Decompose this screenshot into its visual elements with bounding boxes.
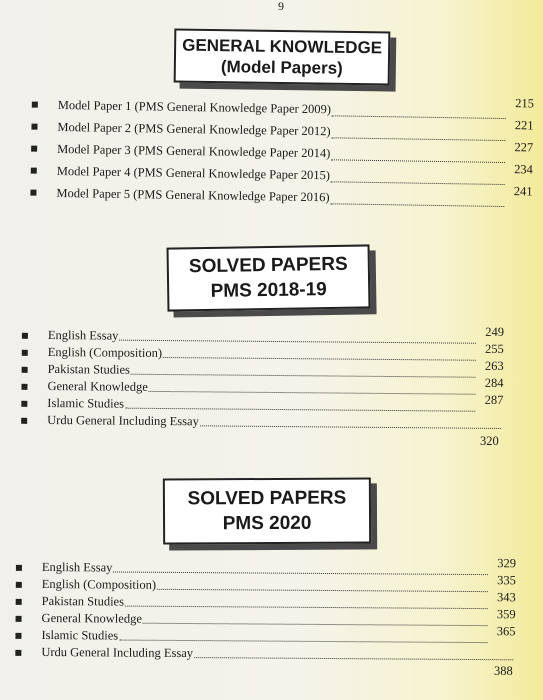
dotted-leader xyxy=(163,356,476,361)
dotted-leader xyxy=(331,158,505,163)
toc-entry-page: 255 xyxy=(485,341,504,356)
toc-entry-page: 329 xyxy=(497,556,517,571)
dotted-leader xyxy=(157,588,488,592)
toc-entry-title: Model Paper 2 (PMS General Knowledge Paper 2012) xyxy=(57,119,331,139)
dotted-leader xyxy=(331,180,505,185)
toc-list-pms-2020 xyxy=(41,556,517,664)
dotted-leader xyxy=(332,114,506,119)
toc-entry-page: 234 xyxy=(514,162,533,177)
dotted-leader xyxy=(113,570,488,575)
square-bullet-icon xyxy=(16,565,22,571)
section-header-solved-papers-2020 xyxy=(163,477,371,544)
square-bullet-icon xyxy=(30,190,36,196)
dotted-leader xyxy=(200,424,501,429)
toc-list-model-papers xyxy=(56,94,534,211)
section-header-general-knowledge xyxy=(174,28,391,85)
square-bullet-icon xyxy=(22,333,28,339)
section-header-subtitle: PMS 2018-19 xyxy=(210,279,327,302)
toc-entry-page: 227 xyxy=(514,140,534,155)
toc-entry-title: Model Paper 3 (PMS General Knowledge Paper 2014) xyxy=(57,141,331,161)
toc-entry-page: 335 xyxy=(497,573,516,588)
section-header-solved-papers-2018-19 xyxy=(167,244,371,311)
square-bullet-icon xyxy=(21,418,27,424)
section-header-subtitle: (Model Papers) xyxy=(220,57,343,78)
dotted-leader xyxy=(143,622,488,626)
square-bullet-icon xyxy=(31,168,37,174)
section-header-title: SOLVED PAPERS xyxy=(188,253,348,278)
square-bullet-icon xyxy=(31,124,37,130)
toc-entry-title: General Knowledge xyxy=(41,610,142,626)
dotted-leader xyxy=(332,136,506,141)
toc-entry-title: Model Paper 1 (PMS General Knowledge Paper 2009) xyxy=(57,97,332,117)
toc-entry-title: General Knowledge xyxy=(47,378,148,394)
square-bullet-icon xyxy=(16,582,22,588)
square-bullet-icon xyxy=(15,633,21,639)
toc-entry-title: English (Composition) xyxy=(47,344,163,360)
toc-entry[interactable] xyxy=(47,412,503,433)
square-bullet-icon xyxy=(32,102,38,108)
toc-entry-page: 221 xyxy=(514,118,534,133)
square-bullet-icon xyxy=(22,350,28,356)
toc-entry-title: Urdu General Including Essay xyxy=(47,412,199,429)
square-bullet-icon xyxy=(21,401,27,407)
dotted-leader xyxy=(125,407,475,412)
toc-entry-page: 343 xyxy=(496,590,516,605)
toc-entry-title: Islamic Studies xyxy=(41,627,119,643)
toc-entry-title: English (Composition) xyxy=(41,576,157,592)
toc-entry-title: Pakistan Studies xyxy=(47,361,130,377)
dotted-leader xyxy=(331,202,505,207)
dotted-leader xyxy=(194,656,513,660)
square-bullet-icon xyxy=(31,146,37,152)
toc-entry-title: Pakistan Studies xyxy=(41,593,125,609)
square-bullet-icon xyxy=(16,599,22,605)
square-bullet-icon xyxy=(16,616,22,622)
toc-entry-title: Model Paper 5 (PMS General Knowledge Paper 2016) xyxy=(56,185,330,205)
toc-entry[interactable] xyxy=(41,644,515,664)
toc-entry-page: 365 xyxy=(496,624,516,639)
toc-entry-title: English Essay xyxy=(47,327,119,343)
section-header-subtitle: PMS 2020 xyxy=(222,512,312,535)
toc-entry-page: 287 xyxy=(484,392,504,407)
dotted-leader xyxy=(125,605,488,610)
toc-entry-page: 263 xyxy=(484,358,504,373)
toc-entry-page: 359 xyxy=(496,607,516,622)
square-bullet-icon xyxy=(15,650,21,656)
page-number: 9 xyxy=(278,0,284,13)
toc-entry-page: 320 xyxy=(480,434,499,448)
dotted-leader xyxy=(149,390,476,395)
toc-entry-page: 284 xyxy=(484,375,504,390)
square-bullet-icon xyxy=(21,384,27,390)
toc-entry-page: 215 xyxy=(515,96,535,111)
toc-entry-title: English Essay xyxy=(41,560,113,575)
toc-entry-title: Urdu General Including Essay xyxy=(41,644,194,661)
dotted-leader xyxy=(131,373,476,378)
square-bullet-icon xyxy=(22,367,28,373)
dotted-leader xyxy=(119,639,487,644)
dotted-leader xyxy=(119,339,476,344)
section-header-title: GENERAL KNOWLEDGE xyxy=(182,35,383,58)
toc-entry-page: 241 xyxy=(513,184,533,199)
toc-entry-page: 388 xyxy=(494,664,513,678)
toc-entry-title: Model Paper 4 (PMS General Knowledge Paper 2015) xyxy=(56,163,331,183)
toc-entry-page: 249 xyxy=(485,324,505,339)
section-header-title: SOLVED PAPERS xyxy=(187,487,347,510)
toc-list-pms-2018-19 xyxy=(47,324,505,433)
toc-entry-title: Islamic Studies xyxy=(47,395,125,411)
